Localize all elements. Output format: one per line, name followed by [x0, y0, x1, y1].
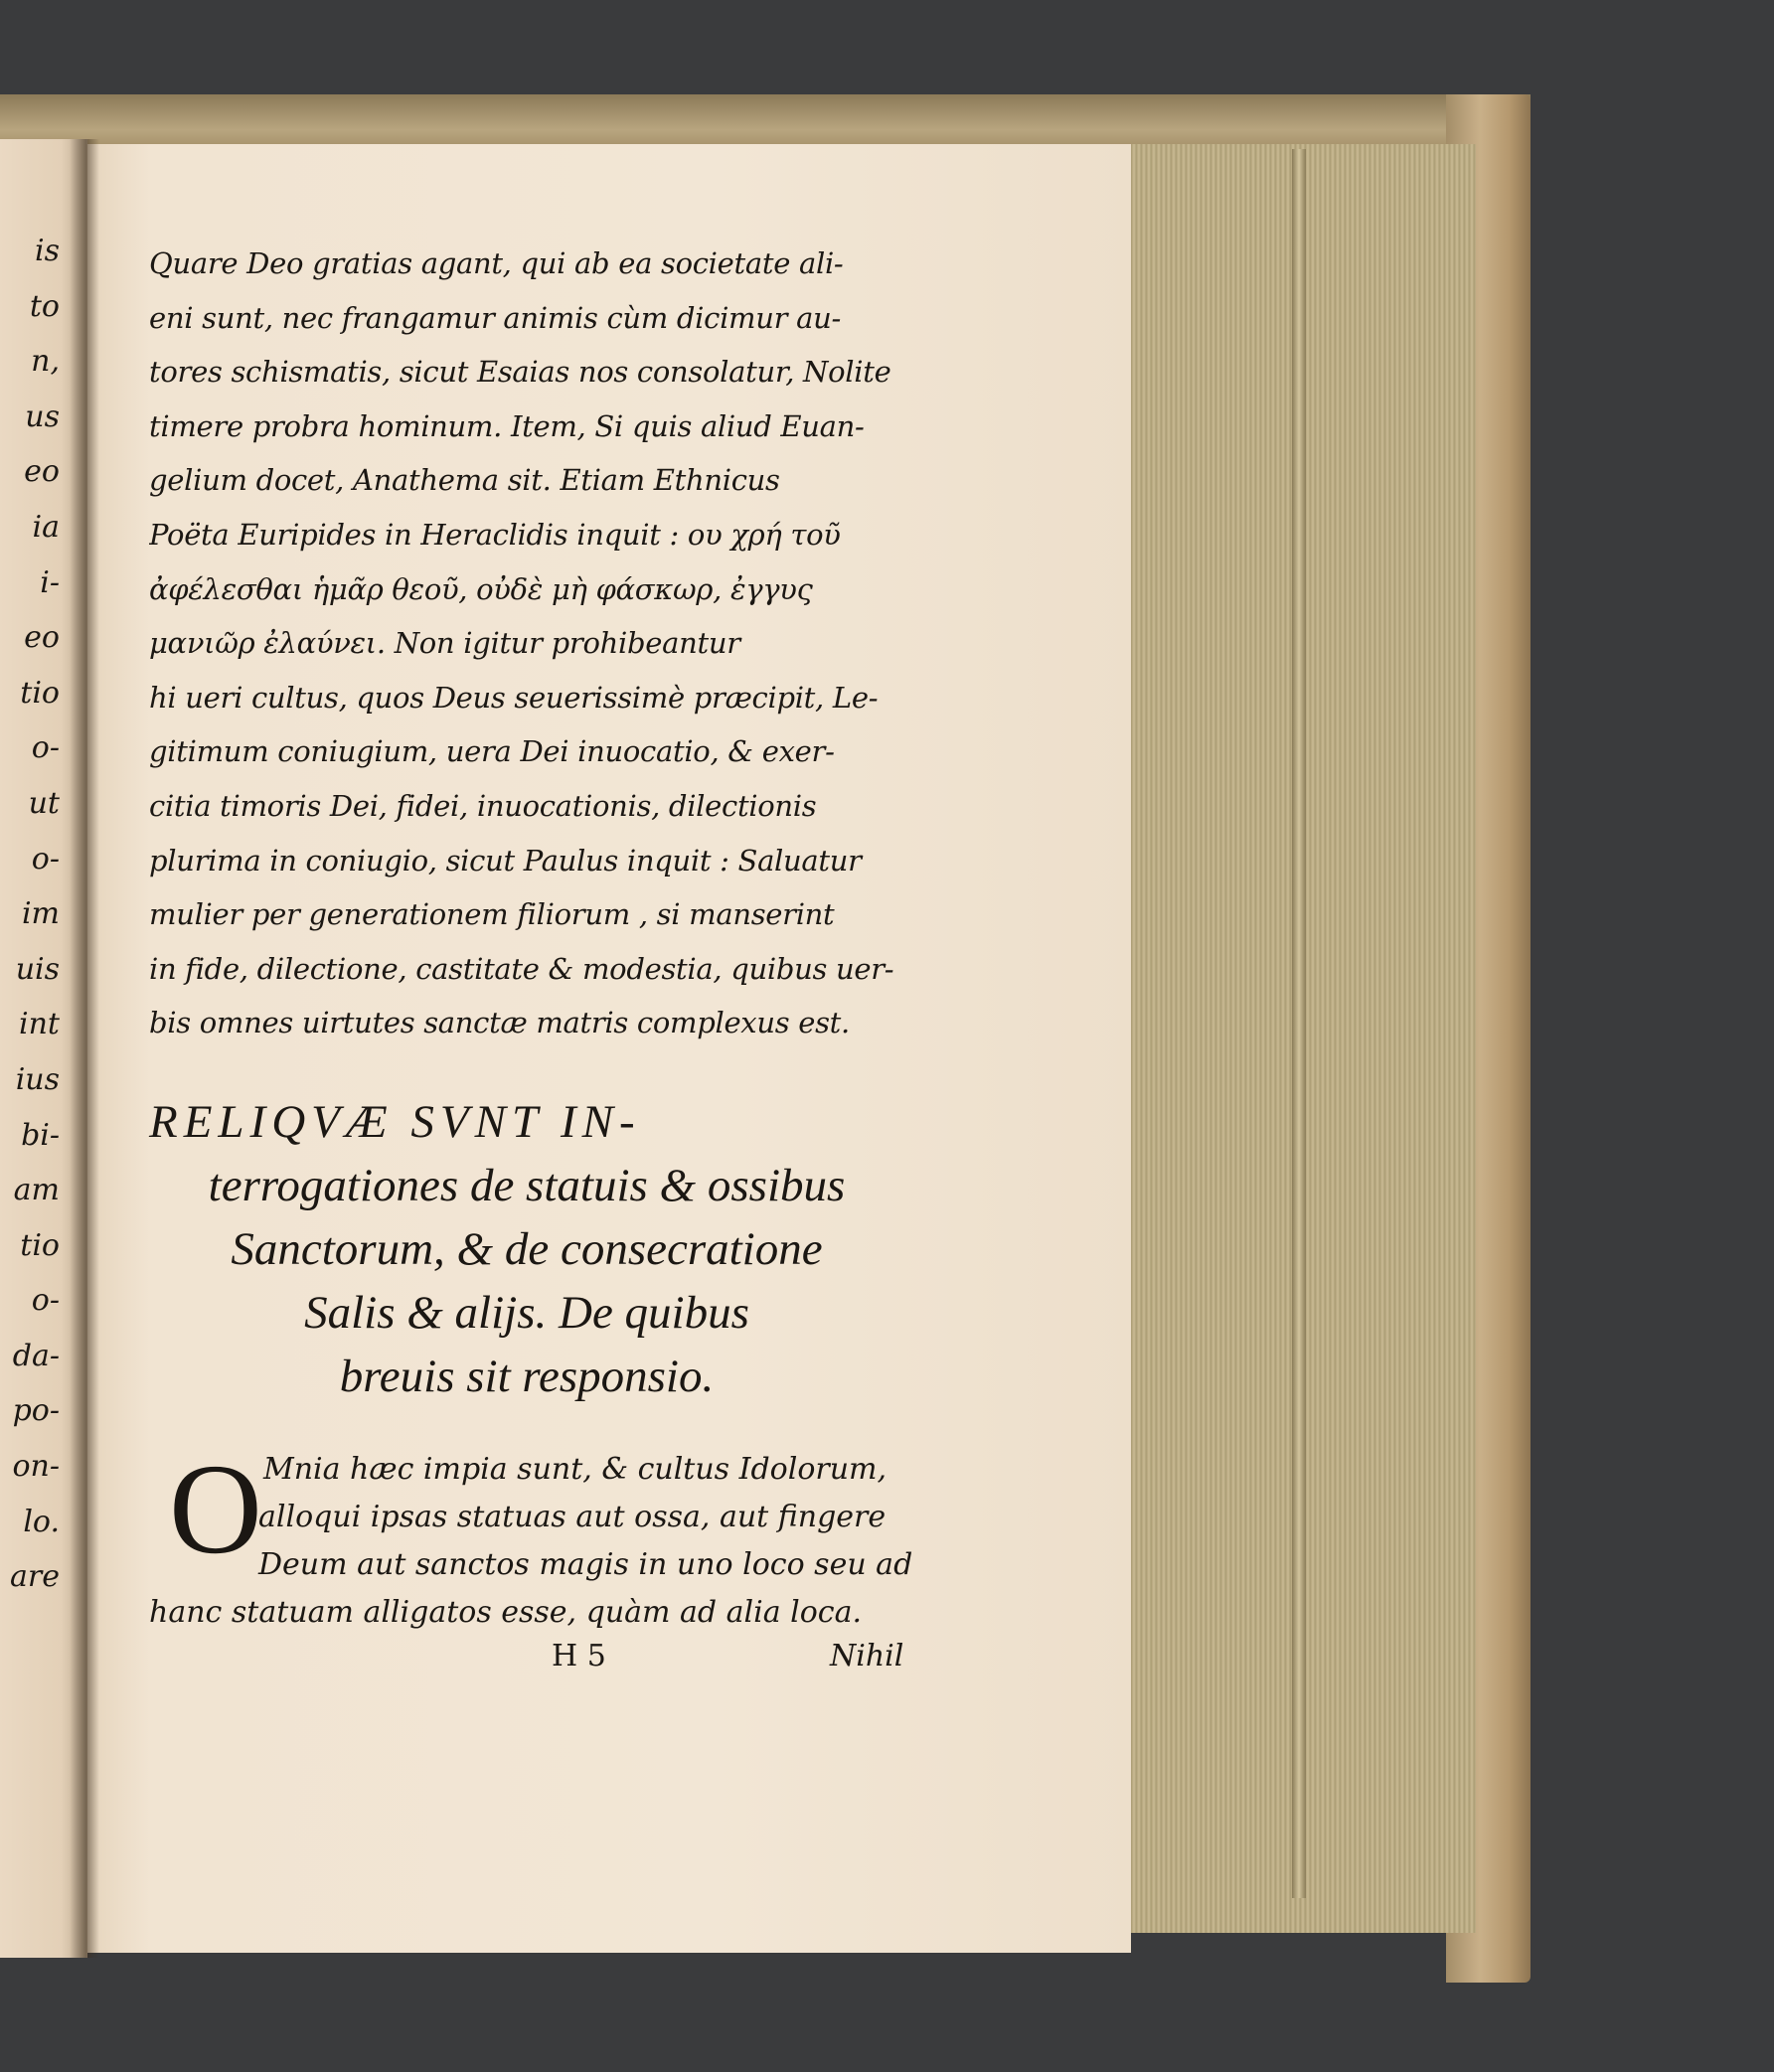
text-line: gelium docet, Anathema sit. Etiam Ethnicus — [149, 463, 780, 498]
fragment: us — [25, 398, 60, 434]
text-line: Mnia hæc impia sunt, & cultus Idolorum, — [263, 1451, 887, 1487]
text-line: tores schismatis, sicut Esaias nos consolatur, Nolite — [149, 355, 891, 390]
fragment: o- — [31, 1283, 60, 1319]
text-line: gitimum coniugium, uera Dei inuocatio, & exer- — [149, 734, 835, 769]
fragment: i- — [40, 564, 60, 600]
fragment: ia — [32, 509, 60, 545]
heading-line: Salis & alijs. De quibus — [304, 1286, 749, 1339]
paragraph-1 — [149, 237, 904, 1050]
fragment: o- — [31, 730, 60, 766]
section-heading — [149, 1090, 904, 1408]
text-line: eni sunt, nec frangamur animis cùm dicimur au- — [149, 300, 841, 335]
signature-mark: H 5 — [552, 1638, 606, 1674]
text-line: bis omnes uirtutes sanctæ matris complexus est. — [149, 1006, 850, 1040]
fragment: is — [35, 234, 60, 268]
catchword: Nihil — [830, 1638, 904, 1674]
fragment: o- — [31, 841, 60, 877]
fragment: int — [19, 1007, 60, 1042]
fragment: bi- — [21, 1117, 60, 1153]
fragment: da- — [12, 1338, 60, 1373]
text-line: Poëta Euripides in Heraclidis inquit : ου χρή τοῦ — [149, 517, 841, 552]
text-line: in fide, dilectione, castitate & modestia, quibus uer- — [149, 951, 894, 986]
text-line: μανιῶρ ἐλαύνει. Non igitur prohibeantur — [149, 626, 740, 661]
text-line: mulier per generationem filiorum , si manserint — [149, 897, 835, 932]
fragment: im — [21, 896, 60, 932]
page-footer — [149, 1639, 904, 1688]
text-line: ἀφέλεσθαι ἡμᾶρ θεοῦ, οὐδὲ μὴ φάσκωρ, ἐγγυς — [149, 571, 813, 606]
fragment: ius — [15, 1061, 60, 1097]
text-line: timere probra hominum. Item, Si quis aliud Euan- — [149, 408, 865, 443]
fragment: n, — [31, 344, 60, 380]
fragment: lo. — [23, 1504, 60, 1539]
heading-line: terrogationes de statuis & ossibus — [208, 1159, 846, 1211]
drop-capital: O — [169, 1437, 262, 1581]
fragment: ut — [28, 785, 60, 821]
text-line: hi ueri cultus, quos Deus seuerissimè præcipit, Le- — [149, 680, 879, 715]
heading-line: Sanctorum, & de consecratione — [231, 1222, 823, 1275]
fragment: uis — [15, 951, 60, 987]
fragment: eo — [24, 620, 60, 656]
fragment: tio — [20, 675, 60, 711]
text-line: plurima in coniugio, sicut Paulus inquit : Saluatur — [149, 843, 862, 877]
fragment: to — [29, 288, 60, 324]
fragment: are — [10, 1559, 60, 1595]
fragment: tio — [20, 1227, 60, 1263]
fragment: am — [13, 1173, 60, 1208]
text-line: alloqui ipsas statuas aut ossa, aut fingere — [258, 1499, 887, 1534]
right-page-text — [149, 237, 913, 1688]
spine-gutter — [70, 139, 99, 1958]
fragment: eo — [24, 454, 60, 490]
paragraph-2 — [149, 1437, 913, 1637]
heading-line: breuis sit responsio. — [339, 1350, 715, 1402]
fore-edge-gap — [1292, 149, 1306, 1898]
text-line: hanc statuam alligatos esse, quàm ad alia loca. — [149, 1594, 863, 1630]
text-line: Deum aut sanctos magis in uno loco seu ad — [258, 1546, 913, 1582]
fragment: on- — [12, 1449, 60, 1485]
left-page-text-fragments — [0, 224, 60, 1605]
text-line: Quare Deo gratias agant, qui ab ea societate ali- — [149, 246, 844, 280]
text-line: citia timoris Dei, fidei, inuocationis, dilectionis — [149, 788, 817, 823]
heading-line: RELIQVÆ SVNT IN- — [149, 1095, 641, 1148]
fragment: po- — [12, 1393, 60, 1429]
